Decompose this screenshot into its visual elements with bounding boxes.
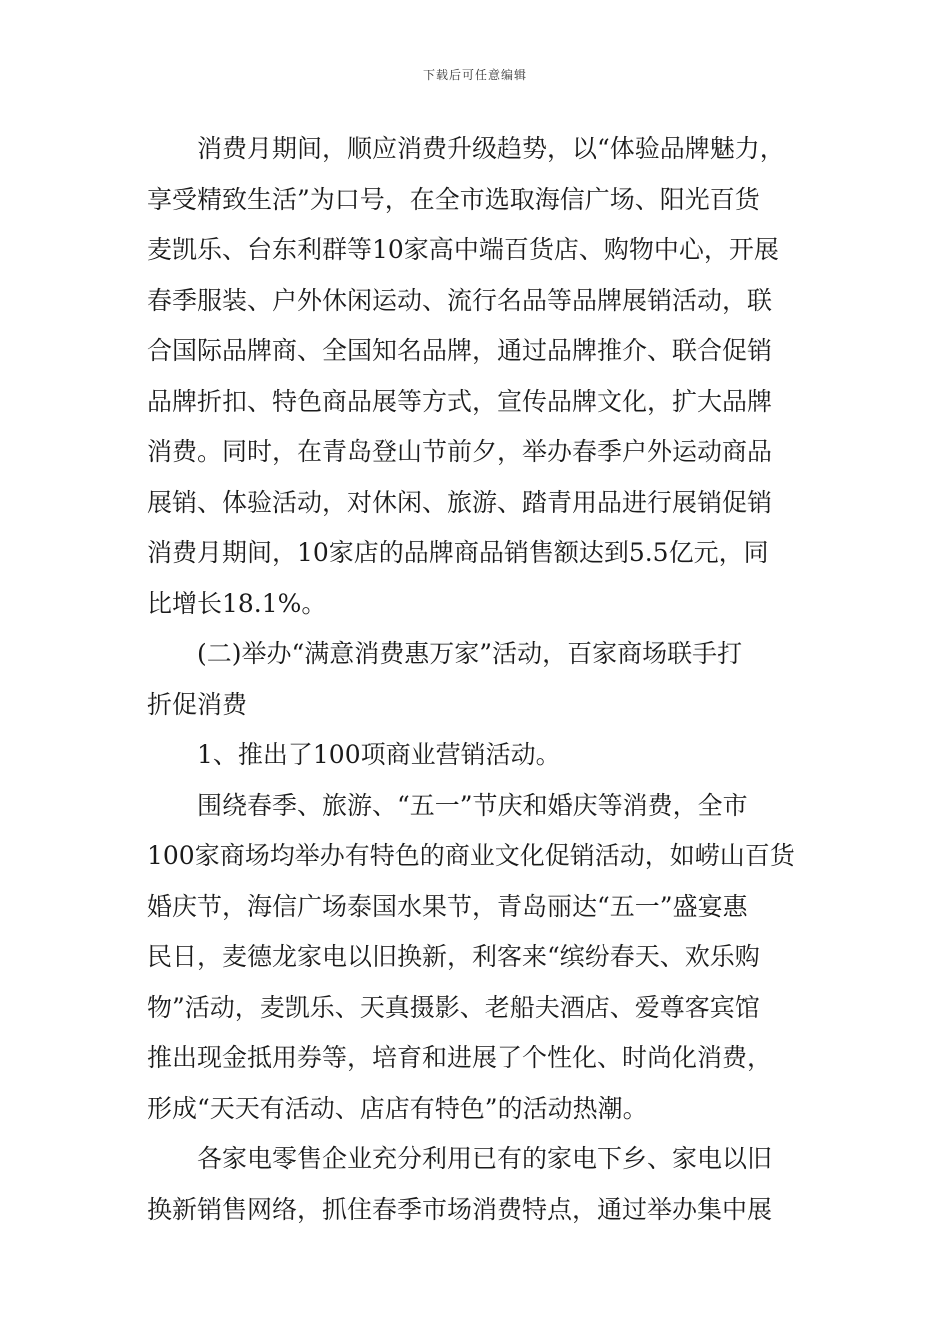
text-line: 物”活动，麦凯乐、天真摄影、老船夫酒店、爱尊客宾馆 [147,992,760,1022]
text-line: 消费月期间，顺应消费升级趋势，以“体验品牌魅力， [197,134,785,163]
text-line: 推出现金抵用券等，培育和进展了个性化、时尚化消费， [147,1043,773,1072]
text-line: 婚庆节，海信广场泰国水果节，青岛丽达“五一”盛宴惠 [147,891,748,921]
text-line: 换新销售网络，抓住春季市场消费特点，通过举办集中展 [147,1194,773,1224]
text-line: 春季服装、户外休闲运动、流行名品等品牌展销活动，联 [147,285,773,315]
text-line: 折促消费 [147,689,248,719]
text-line: 展销、体验活动，对休闲、旅游、踏青用品进行展销促销 [147,487,773,517]
text-line: 消费。同时，在青岛登山节前夕，举办春季户外运动商品 [147,437,773,466]
text-line: 合国际品牌商、全国知名品牌，通过品牌推介、联合促销 [147,336,773,365]
text-line: 比增长18.1%。 [147,588,327,618]
text-line: 形成“天天有活动、店店有特色”的活动热潮。 [147,1093,648,1123]
text-line: 享受精致生活”为口号，在全市选取海信广场、阳光百货 [147,184,760,214]
text-line: 围绕春季、旅游、“五一”节庆和婚庆等消费，全市 [197,790,748,820]
text-line: 消费月期间，10家店的品牌商品销售额达到5.5亿元，同 [147,538,769,567]
text-line: 各家电零售企业充分利用已有的家电下乡、家电以旧 [197,1144,773,1173]
text-line: 民日，麦德龙家电以旧换新，利客来“缤纷春天、欢乐购 [147,942,760,971]
page-header: 下载后可任意编辑 [422,68,527,82]
document-body [147,124,817,1235]
text-line: (二)举办“满意消费惠万家”活动，百家商场联手打 [197,639,743,668]
text-line: 100家商场均举办有特色的商业文化促销活动，如崂山百货 [147,841,795,870]
text-line: 1、推出了100项商业营销活动。 [197,740,561,769]
text-line: 麦凯乐、台东利群等10家高中端百货店、购物中心，开展 [147,235,779,264]
text-line: 品牌折扣、特色商品展等方式，宣传品牌文化，扩大品牌 [147,386,773,416]
